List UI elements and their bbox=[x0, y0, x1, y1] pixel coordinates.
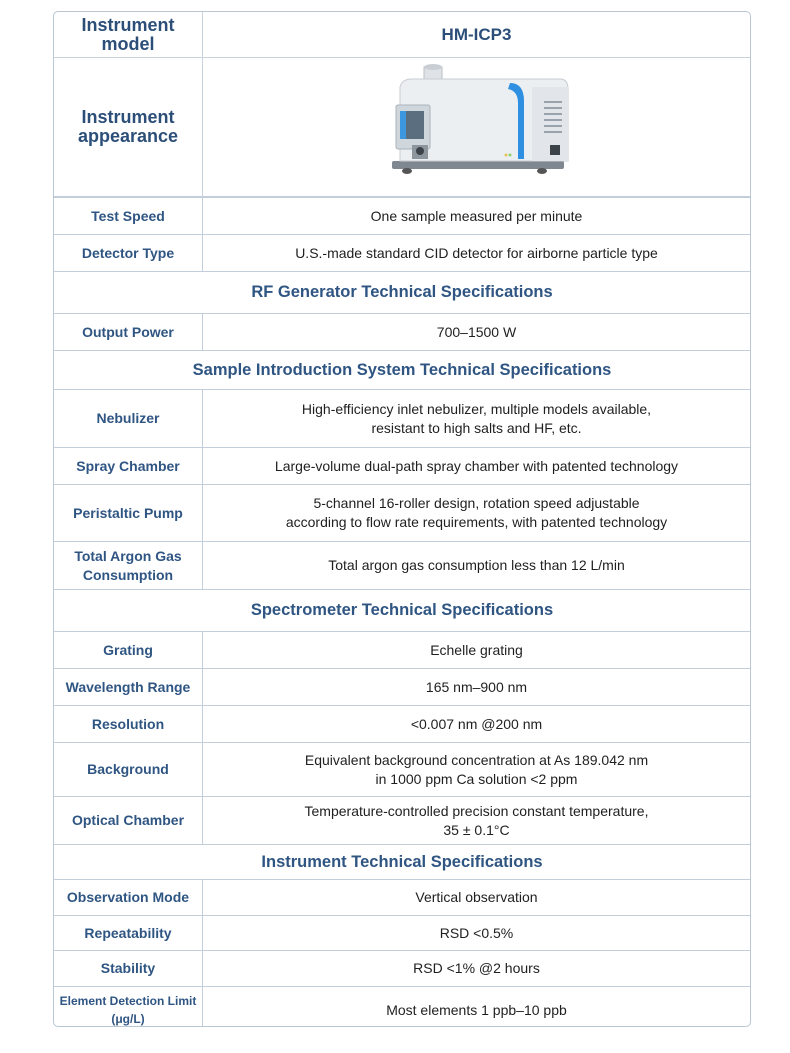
spec-label: Observation Mode bbox=[54, 880, 203, 915]
spec-label: Optical Chamber bbox=[54, 797, 203, 844]
spec-label: Grating bbox=[54, 632, 203, 668]
spec-row bbox=[54, 916, 750, 951]
spec-value: One sample measured per minute bbox=[370, 207, 583, 224]
spec-label: Stability bbox=[54, 951, 203, 986]
spec-row bbox=[54, 987, 750, 1027]
spec-label: Background bbox=[54, 743, 203, 796]
spec-row bbox=[54, 485, 750, 542]
spec-value: <0.007 nm @200 nm bbox=[410, 715, 543, 732]
spec-row bbox=[54, 706, 750, 743]
spec-value: Large-volume dual-path spray chamber with patented technology bbox=[274, 457, 679, 474]
spec-value: Vertical observation bbox=[415, 889, 538, 905]
spec-value: 165 nm–900 nm bbox=[425, 678, 528, 695]
spec-label: Nebulizer bbox=[54, 390, 203, 447]
spec-value: U.S.-made standard CID detector for airborne particle type bbox=[295, 244, 658, 261]
instrument-image-cell bbox=[203, 58, 750, 196]
instrument-image bbox=[382, 61, 572, 193]
spec-value: Equivalent background concentration at As 189.042 nm in 1000 ppm Ca solution <2 ppm bbox=[304, 751, 649, 787]
spec-row bbox=[54, 198, 750, 235]
instrument-header bbox=[54, 12, 750, 196]
spec-label: Test Speed bbox=[54, 198, 203, 234]
spec-row bbox=[54, 390, 750, 448]
spec-row bbox=[54, 632, 750, 669]
instrument-base bbox=[392, 161, 564, 169]
spec-value: High-efficiency inlet nebulizer, multiple models available, resistant to high salts and HF, etc. bbox=[301, 400, 652, 436]
section-header: RF Generator Technical Specifications bbox=[54, 272, 750, 314]
spec-label: Resolution bbox=[54, 706, 203, 742]
spec-row bbox=[54, 669, 750, 706]
spec-label: Repeatability bbox=[54, 916, 203, 950]
spec-label: Element Detection Limit (μg/L) bbox=[54, 987, 203, 1027]
spec-label: Wavelength Range bbox=[54, 669, 203, 705]
model-value-cell bbox=[203, 12, 750, 57]
spec-value: Total argon gas consumption less than 12 L/min bbox=[328, 557, 625, 573]
spec-row bbox=[54, 880, 750, 916]
spec-table-frame bbox=[53, 11, 751, 1027]
spec-row bbox=[54, 542, 750, 590]
spec-value: 700–1500 W bbox=[436, 323, 517, 340]
spec-label: Output Power bbox=[54, 314, 203, 350]
spec-value: Echelle grating bbox=[430, 641, 523, 658]
spec-value: Temperature-controlled precision constant temperature, 35 ± 0.1°C bbox=[304, 802, 649, 838]
spec-table bbox=[54, 196, 750, 1027]
model-value: HM-ICP3 bbox=[441, 24, 512, 44]
spec-row bbox=[54, 797, 750, 845]
spec-row bbox=[54, 743, 750, 797]
spec-row bbox=[54, 235, 750, 272]
spec-label: Spray Chamber bbox=[54, 448, 203, 484]
spec-row bbox=[54, 314, 750, 351]
spec-value: 5-channel 16-roller design, rotation speed adjustable according to flow rate requirements, with patented technology bbox=[285, 495, 668, 530]
section-header: Sample Introduction System Technical Specifications bbox=[54, 351, 750, 390]
spec-label: Total Argon Gas Consumption bbox=[54, 542, 203, 589]
spec-row bbox=[54, 448, 750, 485]
section-header: Instrument Technical Specifications bbox=[54, 845, 750, 880]
spec-value: Most elements 1 ppb–10 ppb bbox=[386, 1001, 567, 1018]
model-label: Instrument model bbox=[54, 12, 203, 57]
section-header: Spectrometer Technical Specifications bbox=[54, 590, 750, 632]
appearance-label: Instrument appearance bbox=[54, 58, 203, 196]
spec-label: Peristaltic Pump bbox=[54, 485, 203, 541]
spec-label: Detector Type bbox=[54, 235, 203, 271]
spec-value: RSD <0.5% bbox=[439, 924, 514, 941]
spec-row bbox=[54, 951, 750, 987]
spec-value: RSD <1% @2 hours bbox=[413, 960, 540, 976]
